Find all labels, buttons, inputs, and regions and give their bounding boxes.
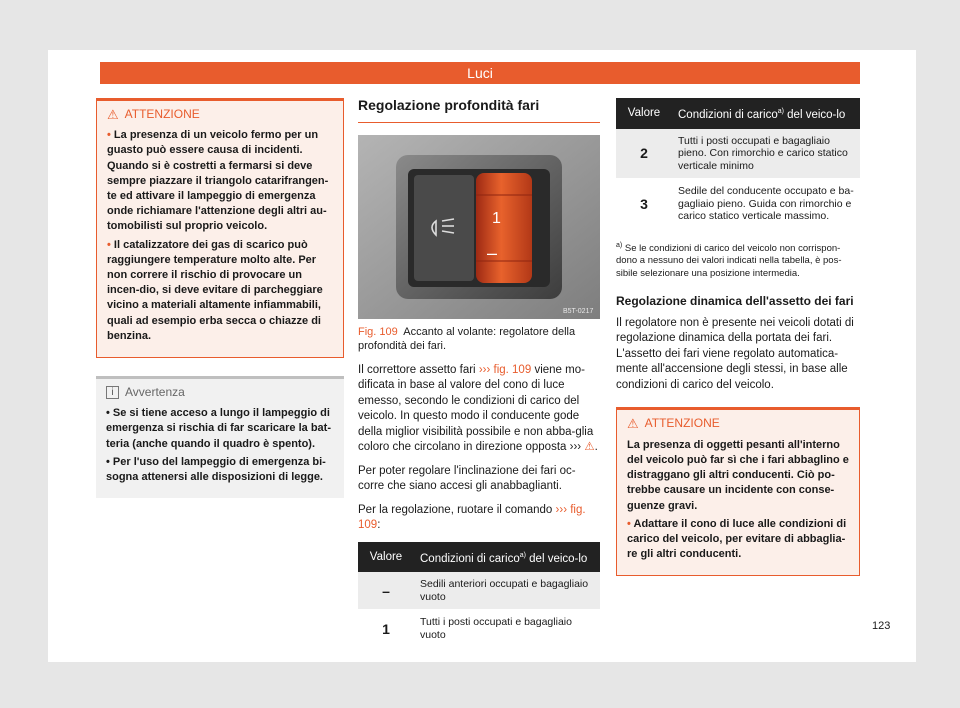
warning-triangle-icon: ⚠ xyxy=(627,416,639,432)
paragraph-1: Il correttore assetto fari ››› fig. 109 viene mo-dificata in base al valore del cono di luce emesso, secondo le condizioni di carico del veicolo. In questo modo il conducente gode della miglior visibilità possibile e non abba-glia coloro che circolano in direzione opposta ››› ⚠. xyxy=(358,363,598,453)
middle-column xyxy=(358,98,600,648)
warning-title: ATTENZIONE xyxy=(124,107,200,121)
chapter-header xyxy=(100,62,860,84)
table-row: 2 Tutti i posti occupati e bagagliaio pieno. Con rimorchio e carico statico verticale minimo xyxy=(616,129,860,179)
table-header xyxy=(358,542,600,573)
figure-caption: Fig. 109 Accanto al volante: regolatore della profondità dei fari. xyxy=(358,325,576,352)
load-table xyxy=(358,542,600,649)
figure-link[interactable]: ››› fig. 109 xyxy=(358,503,586,531)
table-row: 1 Tutti i posti occupati e bagagliaio vuoto xyxy=(358,610,600,648)
warning-item: • La presenza di un veicolo fermo per un guasto può essere causa di incidenti. Quando si è costretti a fermarsi si deve sempre piazzare il triangolo catarifrangen-te ed attivare il lampeggio di emergenza onde richiamare l'attenzione degli altri au-tomobilisti sul proprio veicolo. xyxy=(107,129,329,233)
info-icon xyxy=(106,386,119,399)
paragraph-2: Per poter regolare l'inclinazione dei fari oc-corre che siano accesi gli anabbaglianti. xyxy=(358,464,576,492)
warning-triangle-icon: ⚠ xyxy=(107,107,119,122)
col-value: Valore xyxy=(616,98,672,129)
chapter-title: Luci xyxy=(467,65,493,81)
warning-item: • Adattare il cono di luce alle condizioni di carico del veicolo, per evitare di abbaglia-re gli altri conducenti. xyxy=(627,517,847,561)
paragraph-dynamic: Il regolatore non è presente nei veicoli dotati di regolazione dinamica della portata dei fari. L'assetto dei fari viene regolato automatica-mente all'accensione degli stessi, in base alle condizioni di carico del veicolo. xyxy=(616,316,854,391)
warning-box xyxy=(96,98,344,358)
warning-link[interactable]: ››› ⚠ xyxy=(569,441,595,453)
col-condition: Condizioni di carico$^{a)}$ del veico-lo xyxy=(672,98,860,129)
right-column xyxy=(616,98,860,576)
warning-item: • Il catalizzatore dei gas di scarico può raggiungere temperature molto alte. Per non correre il rischio di provocare un incen-dio, si deve evitare di parcheggiare vicino a materiali altamente infiammabili, quali ad esempio erba secca o chiazze di benzina. xyxy=(107,238,323,342)
left-column xyxy=(96,98,344,498)
load-table-continued xyxy=(616,98,860,230)
warning-intro: La presenza di oggetti pesanti all'interno del veicolo può far sì che i fari abbaglino e distraggano gli altri conducenti. Ciò po-trebbe causare un incidente con conse-guenze gravi. xyxy=(627,438,849,512)
warning-triangle-icon: ⚠ xyxy=(584,441,595,453)
section-title: Regolazione profondità fari xyxy=(358,98,600,123)
figure-headlight-regulator xyxy=(358,135,600,319)
col-value: Valore xyxy=(358,542,414,573)
figure-link[interactable]: ››› fig. 109 xyxy=(478,363,532,376)
dial-top-label: 1 xyxy=(492,209,501,227)
regulator-illustration xyxy=(358,135,600,319)
dial-bottom-label: – xyxy=(487,242,498,263)
note-item: • Se si tiene acceso a lungo il lampeggio di emergenza si rischia di far scaricare la bat-teria (anche quando il quadro è spento). xyxy=(106,407,332,450)
col-condition: Condizioni di carico$^{a)}$ del veico-lo xyxy=(414,542,600,573)
note-box xyxy=(96,376,344,498)
warning-header xyxy=(627,416,849,431)
figure-code: B5T-0217 xyxy=(563,307,594,315)
warning-box xyxy=(616,407,860,576)
note-title: Avvertenza xyxy=(125,385,185,400)
paragraph-3: Per la regolazione, ruotare il comando ››› fig. 109: xyxy=(358,503,586,531)
warning-title: ATTENZIONE xyxy=(644,416,720,431)
table-row: – Sedili anteriori occupati e bagagliaio vuoto xyxy=(358,572,600,610)
table-header xyxy=(616,98,860,129)
subsection-title: Regolazione dinamica dell'assetto dei fari xyxy=(616,294,854,309)
page-number: 123 xyxy=(872,620,891,632)
table-row: 3 Sedile del conducente occupato e ba-gagliaio pieno. Guida con rimorchio e carico statico verticale massimo. xyxy=(616,179,860,230)
note-item: • Per l'uso del lampeggio di emergenza bi-sogna attenersi alle disposizioni di legge. xyxy=(106,455,326,484)
note-header xyxy=(106,385,334,400)
table-footnote: $^{a)}$ Se le condizioni di carico del veicolo non corrispon-dono a nessuno dei valori indicati nella tabella, è pos-sibile selezionare una posizione intermedia. xyxy=(616,241,842,279)
warning-header xyxy=(107,107,333,122)
